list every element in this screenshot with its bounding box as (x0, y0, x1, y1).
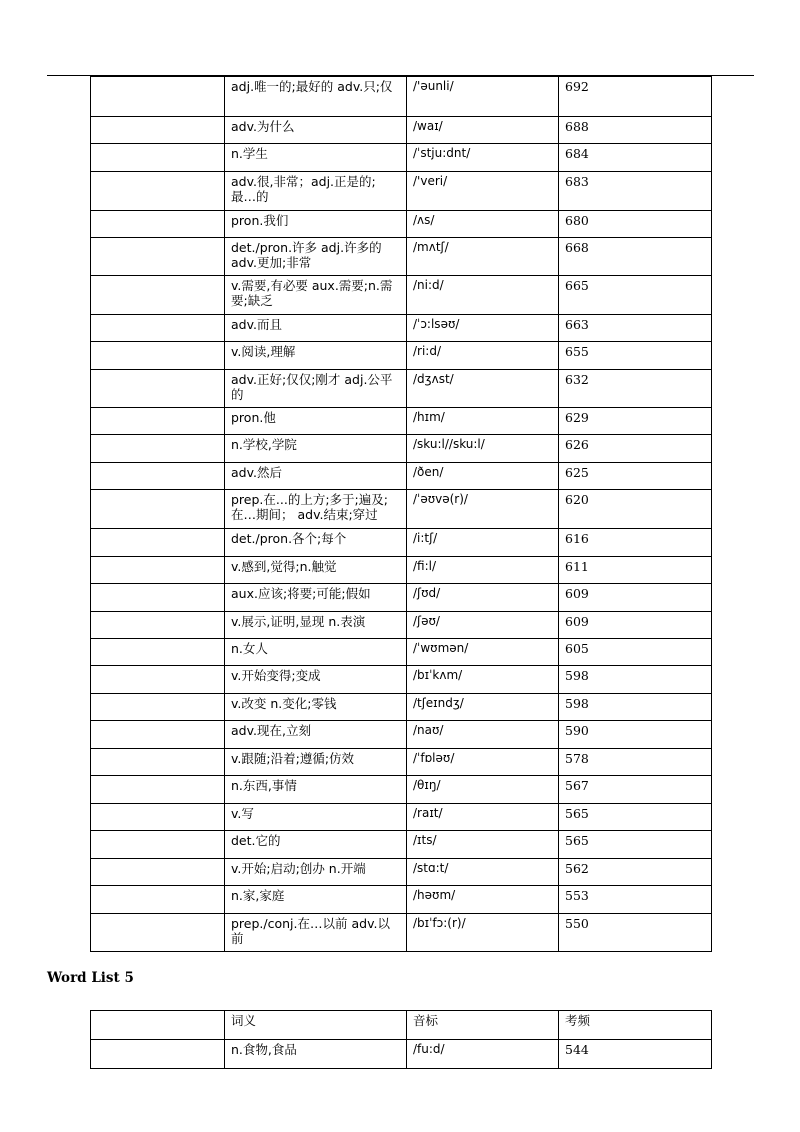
meaning-cell: v.改变 n.变化;零钱 (225, 694, 407, 721)
freq-cell: 550 (559, 914, 712, 952)
meaning-cell: pron.他 (225, 408, 407, 435)
meaning-cell: v.感到,觉得;n.触觉 (225, 557, 407, 584)
phonetic-cell: /raɪt/ (407, 804, 559, 831)
blank-cell (91, 886, 225, 914)
meaning-cell: v.写 (225, 804, 407, 831)
table-row (91, 1040, 712, 1069)
blank-cell (91, 557, 225, 584)
meaning-cell: adv.现在,立刻 (225, 721, 407, 749)
phonetic-cell: /dʒʌst/ (407, 370, 559, 408)
blank-cell (91, 144, 225, 172)
blank-cell (91, 1011, 225, 1040)
meaning-cell: n.学生 (225, 144, 407, 172)
table-row (91, 776, 712, 804)
blank-cell (91, 315, 225, 342)
freq-cell: 567 (559, 776, 712, 804)
blank-cell (91, 639, 225, 666)
blank-cell (91, 211, 225, 238)
table-row (91, 463, 712, 490)
freq-cell: 688 (559, 117, 712, 144)
meaning-cell: n.学校,学院 (225, 435, 407, 463)
table-row (91, 490, 712, 529)
phonetic-cell: /ʌs/ (407, 211, 559, 238)
freq-cell: 565 (559, 804, 712, 831)
meaning-cell: v.阅读,理解 (225, 342, 407, 370)
freq-cell: 553 (559, 886, 712, 914)
phonetic-cell: /ˈwʊmən/ (407, 639, 559, 666)
meaning-cell: adv.很,非常；adj.正是的;最…的 (225, 172, 407, 211)
blank-cell (91, 408, 225, 435)
table-row (91, 435, 712, 463)
blank-cell (91, 804, 225, 831)
phonetic-cell: /ðen/ (407, 463, 559, 490)
freq-cell: 665 (559, 276, 712, 315)
phonetic-cell: /bɪˈkʌm/ (407, 666, 559, 694)
phonetic-cell: /ʃʊd/ (407, 584, 559, 612)
table-row (91, 584, 712, 612)
meaning-cell: adv.为什么 (225, 117, 407, 144)
table-row (91, 315, 712, 342)
table-row (91, 117, 712, 144)
meaning-cell: n.东西,事情 (225, 776, 407, 804)
blank-cell (91, 435, 225, 463)
freq-cell: 684 (559, 144, 712, 172)
phonetic-cell: /ri:d/ (407, 342, 559, 370)
phonetic-cell: /tʃeɪndʒ/ (407, 694, 559, 721)
meaning-cell: v.开始变得;变成 (225, 666, 407, 694)
freq-cell: 598 (559, 694, 712, 721)
meaning-cell: n.食物,食品 (225, 1040, 407, 1069)
blank-cell (91, 238, 225, 276)
table-row (91, 211, 712, 238)
table-row (91, 831, 712, 859)
meaning-cell: adv.而且 (225, 315, 407, 342)
freq-cell: 565 (559, 831, 712, 859)
phonetic-cell: /fi:l/ (407, 557, 559, 584)
word-list-heading: Word List 5 (47, 970, 134, 986)
phonetic-cell: /fu:d/ (407, 1040, 559, 1069)
table-row (91, 694, 712, 721)
blank-cell (91, 831, 225, 859)
phonetic-cell: /ˈstju:dnt/ (407, 144, 559, 172)
freq-cell: 626 (559, 435, 712, 463)
word-list-5-table (90, 1010, 712, 1069)
phonetic-cell: /stɑ:t/ (407, 859, 559, 886)
meaning-cell: prep.在...的上方;多于;遍及;在…期间； adv.结束;穿过 (225, 490, 407, 529)
phonetic-cell: /bɪˈfɔ:(r)/ (407, 914, 559, 952)
phonetic-cell: /ʃəʊ/ (407, 612, 559, 639)
blank-cell (91, 721, 225, 749)
table-row (91, 172, 712, 211)
blank-cell (91, 1040, 225, 1069)
meaning-cell: v.跟随;沿着;遵循;仿效 (225, 749, 407, 776)
blank-cell (91, 694, 225, 721)
freq-cell: 578 (559, 749, 712, 776)
header-phonetic: 音标 (407, 1011, 559, 1040)
blank-cell (91, 584, 225, 612)
table-row (91, 612, 712, 639)
freq-cell: 692 (559, 77, 712, 117)
meaning-cell: v.展示,证明,显现 n.表演 (225, 612, 407, 639)
table-row (91, 342, 712, 370)
blank-cell (91, 914, 225, 952)
table-row (91, 721, 712, 749)
freq-cell: 609 (559, 612, 712, 639)
phonetic-cell: /naʊ/ (407, 721, 559, 749)
blank-cell (91, 490, 225, 529)
blank-cell (91, 117, 225, 144)
phonetic-cell: /ˈɔ:lsəʊ/ (407, 315, 559, 342)
table-row (91, 408, 712, 435)
vocab-table (90, 76, 712, 952)
table-row (91, 749, 712, 776)
meaning-cell: adv.正好;仅仅;刚才 adj.公平的 (225, 370, 407, 408)
freq-cell: 590 (559, 721, 712, 749)
table-header-row (91, 1011, 712, 1040)
blank-cell (91, 776, 225, 804)
table-row (91, 859, 712, 886)
table-row (91, 529, 712, 557)
header-freq: 考频 (559, 1011, 712, 1040)
freq-cell: 620 (559, 490, 712, 529)
table-row (91, 77, 712, 117)
blank-cell (91, 463, 225, 490)
blank-cell (91, 276, 225, 315)
blank-cell (91, 666, 225, 694)
table-row (91, 238, 712, 276)
blank-cell (91, 529, 225, 557)
freq-cell: 611 (559, 557, 712, 584)
phonetic-cell: /ˈəʊvə(r)/ (407, 490, 559, 529)
meaning-cell: aux.应该;将要;可能;假如 (225, 584, 407, 612)
meaning-cell: v.需要,有必要 aux.需要;n.需要;缺乏 (225, 276, 407, 315)
meaning-cell: adv.然后 (225, 463, 407, 490)
meaning-cell: pron.我们 (225, 211, 407, 238)
freq-cell: 632 (559, 370, 712, 408)
meaning-cell: det./pron.各个;每个 (225, 529, 407, 557)
phonetic-cell: /θɪŋ/ (407, 776, 559, 804)
table-row (91, 666, 712, 694)
freq-cell: 562 (559, 859, 712, 886)
phonetic-cell: /mʌtʃ/ (407, 238, 559, 276)
freq-cell: 609 (559, 584, 712, 612)
meaning-cell: det./pron.许多 adj.许多的 adv.更加;非常 (225, 238, 407, 276)
freq-cell: 629 (559, 408, 712, 435)
freq-cell: 544 (559, 1040, 712, 1069)
freq-cell: 625 (559, 463, 712, 490)
phonetic-cell: /hɪm/ (407, 408, 559, 435)
freq-cell: 616 (559, 529, 712, 557)
table-row (91, 886, 712, 914)
table-row (91, 914, 712, 952)
phonetic-cell: /ɪts/ (407, 831, 559, 859)
phonetic-cell: /'əunli/ (407, 77, 559, 117)
phonetic-cell: /waɪ/ (407, 117, 559, 144)
table-row (91, 557, 712, 584)
table-row (91, 639, 712, 666)
meaning-cell: n.女人 (225, 639, 407, 666)
meaning-cell: v.开始;启动;创办 n.开端 (225, 859, 407, 886)
phonetic-cell: /ni:d/ (407, 276, 559, 315)
phonetic-cell: /'veri/ (407, 172, 559, 211)
phonetic-cell: /ˈfɒləʊ/ (407, 749, 559, 776)
freq-cell: 683 (559, 172, 712, 211)
blank-cell (91, 859, 225, 886)
blank-cell (91, 370, 225, 408)
freq-cell: 605 (559, 639, 712, 666)
table-row (91, 276, 712, 315)
table-row (91, 804, 712, 831)
blank-cell (91, 612, 225, 639)
blank-cell (91, 342, 225, 370)
freq-cell: 655 (559, 342, 712, 370)
phonetic-cell: /həʊm/ (407, 886, 559, 914)
blank-cell (91, 172, 225, 211)
table-row (91, 370, 712, 408)
meaning-cell: det.它的 (225, 831, 407, 859)
freq-cell: 668 (559, 238, 712, 276)
freq-cell: 598 (559, 666, 712, 694)
phonetic-cell: /i:tʃ/ (407, 529, 559, 557)
table-row (91, 144, 712, 172)
meaning-cell: adj.唯一的;最好的 adv.只;仅 (225, 77, 407, 117)
phonetic-cell: /sku:l//sku:l/ (407, 435, 559, 463)
blank-cell (91, 77, 225, 117)
blank-cell (91, 749, 225, 776)
meaning-cell: prep./conj.在…以前 adv.以前 (225, 914, 407, 952)
freq-cell: 680 (559, 211, 712, 238)
freq-cell: 663 (559, 315, 712, 342)
header-meaning: 词义 (225, 1011, 407, 1040)
meaning-cell: n.家,家庭 (225, 886, 407, 914)
